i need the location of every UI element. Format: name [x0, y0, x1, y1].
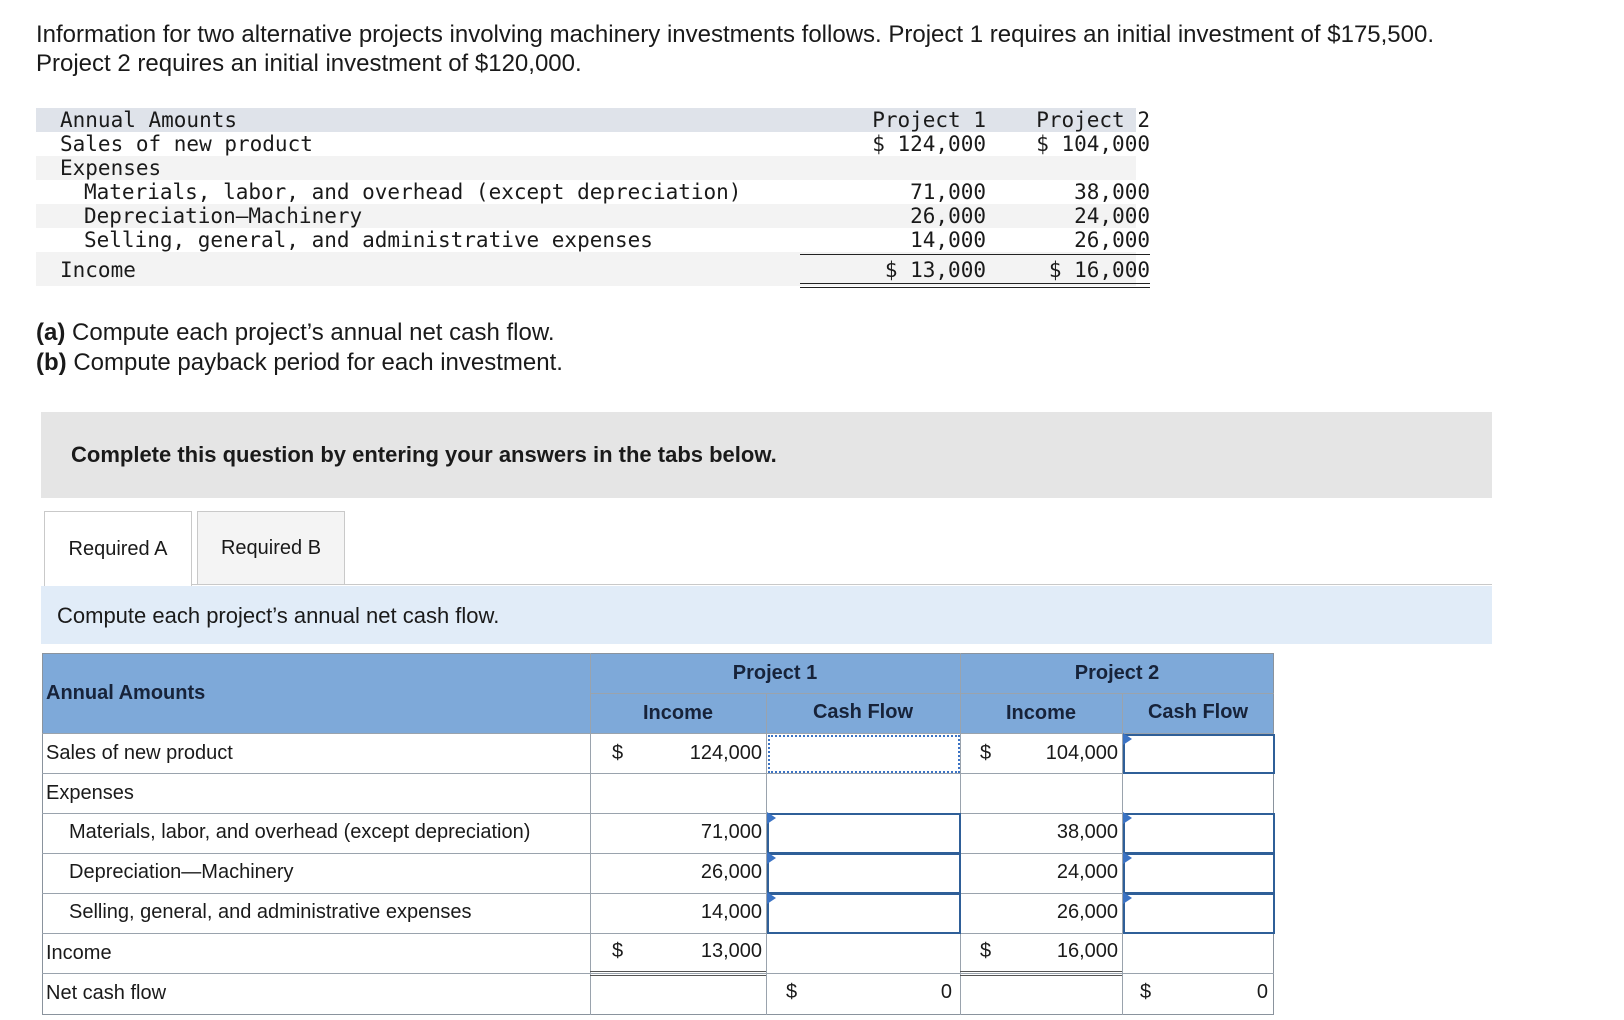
subtotal-line: [800, 254, 1150, 255]
row-label-materials: Materials, labor, and overhead (except depreciation): [69, 821, 531, 843]
info-row-label: Income: [60, 258, 136, 282]
info-header-row: [36, 108, 1150, 132]
p1-cashflow-depreciation-input[interactable]: [767, 853, 961, 894]
dollar-sign: $: [980, 940, 992, 962]
dollar-sign: $: [1140, 981, 1152, 1003]
grid-header-p2-cashflow: Cash Flow: [1147, 701, 1248, 723]
grid-header-project2: Project 2: [1074, 662, 1160, 684]
intro-line-2: Project 2 requires an initial investment of $120,000.: [36, 50, 582, 77]
info-row-selling: [36, 228, 1150, 252]
info-value: $ 104,000: [1036, 132, 1150, 156]
grid-hline: [42, 733, 1274, 734]
total-double-line: [800, 283, 1150, 288]
p2-income-depreciation: 24,000: [1056, 861, 1118, 883]
grid-hline: [42, 893, 1274, 894]
question-b-tag: (b): [36, 349, 67, 376]
grid-header-p2-income: Income: [1005, 702, 1077, 724]
tab-required-b[interactable]: Required B: [197, 511, 345, 585]
info-row-label: Materials, labor, and overhead (except depreciation): [84, 180, 742, 204]
info-value: 38,000: [1074, 180, 1150, 204]
info-row-sales: [36, 132, 1150, 156]
grid-header-p1-cashflow: Cash Flow: [812, 701, 913, 723]
info-row-expenses: [36, 156, 1136, 180]
p2-cashflow-sales-input[interactable]: [1123, 734, 1275, 774]
grid-header-project1: Project 1: [732, 662, 818, 684]
input-flag-icon: [1123, 852, 1132, 864]
input-flag-icon: [1123, 892, 1132, 904]
dollar-sign: $: [786, 981, 798, 1003]
tab-required-a[interactable]: Required A: [44, 511, 192, 586]
question-b-text: Compute payback period for each investment.: [66, 349, 563, 376]
info-row-label: Depreciation—Machinery: [84, 204, 363, 228]
input-flag-icon: [1123, 812, 1132, 824]
question-a: [36, 318, 563, 348]
info-value: $ 16,000: [1048, 258, 1150, 282]
info-row-label: Expenses: [60, 156, 162, 180]
grid-hline: [42, 933, 1274, 934]
instructions-banner: [41, 412, 1492, 498]
info-value: $ 13,000: [884, 258, 986, 282]
p1-cashflow-selling-input[interactable]: [767, 893, 961, 934]
p2-income-materials: 38,000: [1056, 821, 1118, 843]
grid-hline: [42, 773, 1274, 774]
question-b: [36, 348, 563, 378]
row-label-net-cash-flow: Net cash flow: [46, 982, 167, 1004]
info-value: 71,000: [910, 180, 986, 204]
row-label-expenses: Expenses: [46, 782, 134, 804]
info-value: 26,000: [910, 204, 986, 228]
input-flag-icon: [767, 812, 776, 824]
info-row-income: [36, 252, 1150, 286]
p1-income-total: 13,000: [700, 940, 762, 962]
p2-income-total: 16,000: [1056, 940, 1118, 962]
p2-income-sales: 104,000: [1045, 742, 1118, 764]
problem-statement: [36, 20, 1576, 78]
dollar-sign: $: [612, 742, 624, 764]
input-flag-icon: [767, 852, 776, 864]
info-value: 14,000: [910, 228, 986, 252]
grid-header-p1-income: Income: [642, 702, 714, 724]
info-col-project1: Project 1: [872, 108, 986, 132]
p1-cashflow-materials-input[interactable]: [767, 813, 961, 854]
tab-divider: [192, 584, 1492, 585]
row-label-depreciation: Depreciation—Machinery: [69, 861, 294, 883]
row-label-sales: Sales of new product: [46, 742, 233, 764]
info-header-label: Annual Amounts: [60, 108, 238, 132]
info-row-label: Selling, general, and administrative expenses: [84, 228, 653, 252]
input-flag-icon: [767, 892, 776, 904]
instruction-text: Compute each project’s annual net cash flow.: [57, 603, 500, 628]
questions: [36, 318, 563, 378]
question-a-text: Compute each project’s annual net cash flow.: [65, 319, 555, 346]
row-label-income: Income: [46, 942, 112, 964]
info-value: 26,000: [1074, 228, 1150, 252]
p1-income-materials: 71,000: [700, 821, 762, 843]
banner-text: Complete this question by entering your answers in the tabs below.: [71, 442, 777, 467]
answer-grid: [42, 653, 1274, 1015]
info-table: [36, 108, 1150, 286]
p1-cashflow-sales-input[interactable]: [768, 735, 960, 773]
grid-hline: [590, 693, 1274, 694]
grid-hline: [42, 813, 1274, 814]
p1-income-selling: 14,000: [700, 901, 762, 923]
p1-income-depreciation: 26,000: [700, 861, 762, 883]
p2-cashflow-depreciation-input[interactable]: [1123, 853, 1275, 894]
p1-income-sales: 124,000: [689, 742, 762, 764]
intro-line-1: Information for two alternative projects involving machinery investments follows. Project 1 requires an initial investment of $175,500.: [36, 21, 1435, 48]
income-double-line: [960, 971, 1122, 976]
p2-cashflow-materials-input[interactable]: [1123, 813, 1275, 854]
dollar-sign: $: [980, 742, 992, 764]
grid-hline: [42, 853, 1274, 854]
grid-header-label: Annual Amounts: [46, 682, 206, 704]
p2-cashflow-selling-input[interactable]: [1123, 893, 1275, 934]
info-row-label: Sales of new product: [60, 132, 313, 156]
info-value: $ 124,000: [872, 132, 986, 156]
info-row-depreciation: [36, 204, 1150, 228]
input-flag-icon: [1123, 733, 1132, 745]
info-col-project2: Project 2: [1036, 108, 1150, 132]
dollar-sign: $: [612, 940, 624, 962]
info-value: 24,000: [1074, 204, 1150, 228]
info-row-materials: [36, 180, 1150, 204]
income-double-line: [590, 971, 766, 976]
question-a-tag: (a): [36, 319, 66, 346]
row-label-selling: Selling, general, and administrative expenses: [69, 901, 472, 923]
p1-net-cash-flow: 0: [940, 981, 952, 1003]
p2-income-selling: 26,000: [1056, 901, 1118, 923]
tab-instruction: [41, 586, 1492, 644]
p2-net-cash-flow: 0: [1256, 981, 1268, 1003]
